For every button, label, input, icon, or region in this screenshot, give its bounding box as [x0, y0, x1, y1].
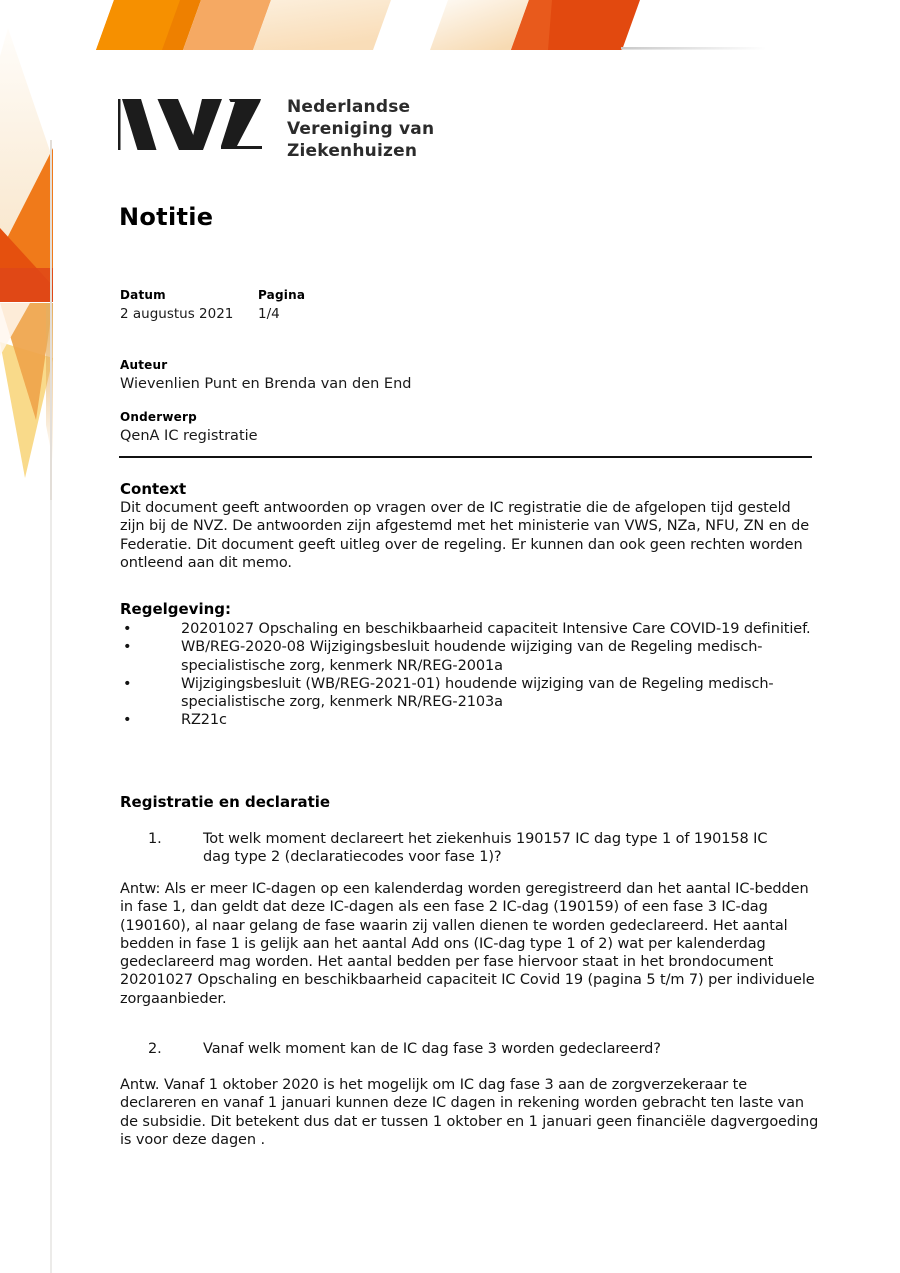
bullet-icon: •: [123, 712, 132, 729]
list-item: [120, 638, 817, 675]
list-item-text: RZ21c: [181, 712, 227, 729]
divider-rule: [119, 456, 812, 458]
page-edge-shadow: [50, 140, 52, 1273]
onderwerp-value: QenA IC registratie: [120, 428, 258, 444]
meta-pagina: [258, 288, 305, 322]
meta-row: [120, 288, 305, 322]
nvz-logo-icon: [118, 98, 263, 151]
org-name-line: Vereniging van: [287, 119, 435, 139]
left-decor-shapes: [0, 0, 56, 500]
answer-1: Antw: Als er meer IC-dagen op een kalenderdag worden geregistreerd dan het aantal IC-bedden in fase 1, dan geldt dat deze IC-dagen als een fase 2 IC-dag (190159) of een fase 3 IC-dag (190160), al naar gelang de fase waarin zij vallen dienen te worden gedeclareerd. Het aantal bedden in fase 1 is gelijk aan het aantal Add ons (IC-dag type 1 of 2) wat per kalenderdag gedeclareerd mag worden. Het aantal bedden per fase hiervoor staat in het brondocument 20201027 Opschaling en beschikbaarheid capaciteit IC Covid 19 (pagina 5 t/m 7) per individuele zorgaanbieder.: [120, 881, 815, 1007]
org-name: [287, 96, 434, 162]
bullet-icon: •: [123, 621, 132, 637]
question-number: 2.: [148, 1041, 162, 1057]
list-item-text: 20201027 Opschaling en beschikbaarheid capaciteit Intensive Care COVID-19 definitief.: [181, 621, 811, 637]
org-name-line: Ziekenhuizen: [287, 141, 418, 161]
meta-datum: [120, 288, 258, 322]
registratie-heading: Registratie en declaratie: [120, 793, 331, 811]
bullet-icon: •: [123, 639, 132, 656]
question-number: 1.: [148, 831, 162, 847]
datum-label: Datum: [120, 288, 166, 302]
question-text: Vanaf welk moment kan de IC dag fase 3 worden gedeclareerd?: [203, 1041, 661, 1057]
context-body: Dit document geeft antwoorden op vragen over de IC registratie die de afgelopen tijd gesteld zijn bij de NVZ. De antwoorden zijn afgestemd met het ministerie van VWS, NZa, NFU, ZN en de Federatie. Dit document geeft uitleg over de regeling. Er kunnen dan ook geen rechten worden ontleend aan dit memo.: [120, 500, 810, 571]
top-banner-stripes: [0, 0, 900, 53]
datum-value: 2 augustus 2021: [120, 306, 234, 322]
list-item-text: Wijzigingsbesluit (WB/REG-2021-01) houdende wijziging van de Regeling medisch-specialistische zorg, kenmerk NR/REG-2103a: [181, 675, 774, 711]
nvz-logo: [118, 98, 434, 162]
auteur-value: Wievenlien Punt en Brenda van den End: [120, 376, 412, 392]
question-2: [120, 1040, 800, 1058]
auteur-label: Auteur: [120, 358, 168, 372]
onderwerp-label: Onderwerp: [120, 410, 197, 424]
list-item-text: WB/REG-2020-08 Wijzigingsbesluit houdende wijziging van de Regeling medisch-specialistische zorg, kenmerk NR/REG-2001a: [181, 639, 763, 674]
answer-2: Antw. Vanaf 1 oktober 2020 is het mogelijk om IC dag fase 3 aan de zorgverzekeraar te declareren en vanaf 1 januari kunnen deze IC dagen in rekening worden gebracht ten laste van de subsidie. Dit betekent dus dat er tussen 1 oktober en 1 januari geen financiële dagvergoeding is voor deze dagen .: [120, 1077, 819, 1148]
pagina-value: 1/4: [258, 306, 280, 322]
question-text: Tot welk moment declareert het ziekenhuis 190157 IC dag type 1 of 190158 IC dag type 2 (declaratiecodes voor fase 1)?: [203, 831, 768, 866]
section-context: [120, 480, 817, 572]
meta-onderwerp: [120, 410, 258, 444]
org-name-line: Nederlandse: [287, 97, 411, 117]
meta-auteur: [120, 358, 411, 392]
bullet-icon: •: [123, 675, 132, 692]
section-registratie: [120, 793, 817, 811]
pagina-label: Pagina: [258, 288, 306, 302]
list-item: [120, 620, 817, 638]
page-title: Notitie: [119, 203, 214, 231]
regelgeving-list: [120, 620, 817, 730]
question-1: [120, 830, 800, 867]
list-item: [120, 675, 817, 712]
regelgeving-heading: Regelgeving:: [120, 600, 232, 618]
context-heading: Context: [120, 480, 187, 498]
list-item: [120, 711, 817, 729]
section-regelgeving: [120, 600, 817, 730]
